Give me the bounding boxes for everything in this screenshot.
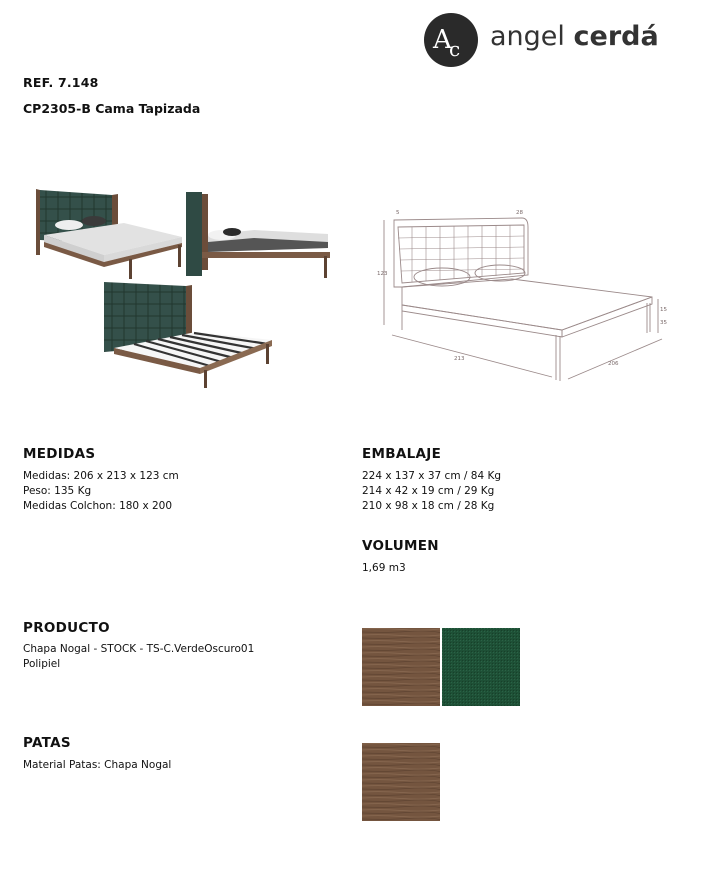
ac-monogram-icon <box>424 13 478 67</box>
embalaje-heading: EMBALAJE <box>362 446 442 462</box>
producto-list <box>23 642 254 672</box>
embalaje-line: 210 x 98 x 18 cm / 28 Kg <box>362 500 495 512</box>
brand-logo-mark <box>424 13 478 67</box>
patas-line: Material Patas: Chapa Nogal <box>23 759 172 771</box>
patas-heading: PATAS <box>23 735 71 751</box>
dim-label: 123 <box>377 271 388 277</box>
dark-green-leatherette-swatch <box>442 628 520 706</box>
brand-name-regular: angel <box>490 21 565 52</box>
bed-photo-slats <box>100 280 275 390</box>
dim-label: 5 <box>396 210 400 216</box>
product-reference: REF. 7.148 <box>23 75 99 90</box>
walnut-veneer-swatch <box>362 743 440 821</box>
volumen-value: 1,69 m3 <box>362 562 406 574</box>
walnut-veneer-swatch <box>362 628 440 706</box>
bed-photo-side <box>184 190 334 280</box>
medidas-list <box>23 469 179 514</box>
producto-heading: PRODUCTO <box>23 620 110 636</box>
brand-wordmark <box>490 21 659 52</box>
bed-photo-dressed <box>34 185 184 280</box>
bed-technical-drawing <box>372 205 672 390</box>
medidas-line: Peso: 135 Kg <box>23 485 92 497</box>
dim-label: 213 <box>454 356 465 362</box>
brand-name-bold: cerdá <box>573 21 659 52</box>
embalaje-line: 224 x 137 x 37 cm / 84 Kg <box>362 470 502 482</box>
svg-text:A: A <box>433 25 452 55</box>
dim-label: 35 <box>660 320 667 326</box>
embalaje-list <box>362 469 501 514</box>
embalaje-line: 214 x 42 x 19 cm / 29 Kg <box>362 485 495 497</box>
medidas-heading: MEDIDAS <box>23 446 96 462</box>
dim-label: 15 <box>660 307 667 313</box>
product-name: CP2305-B Cama Tapizada <box>23 101 201 116</box>
producto-line: Polipiel <box>23 658 61 670</box>
medidas-line: Medidas: 206 x 213 x 123 cm <box>23 470 179 482</box>
dim-label: 28 <box>516 210 523 216</box>
dim-label: 206 <box>608 361 619 367</box>
medidas-line: Medidas Colchon: 180 x 200 <box>23 500 173 512</box>
producto-line: Chapa Nogal - STOCK - TS-C.VerdeOscuro01 <box>23 643 255 655</box>
patas-list <box>23 758 171 773</box>
svg-text:c: c <box>449 37 461 61</box>
volumen-heading: VOLUMEN <box>362 538 439 554</box>
